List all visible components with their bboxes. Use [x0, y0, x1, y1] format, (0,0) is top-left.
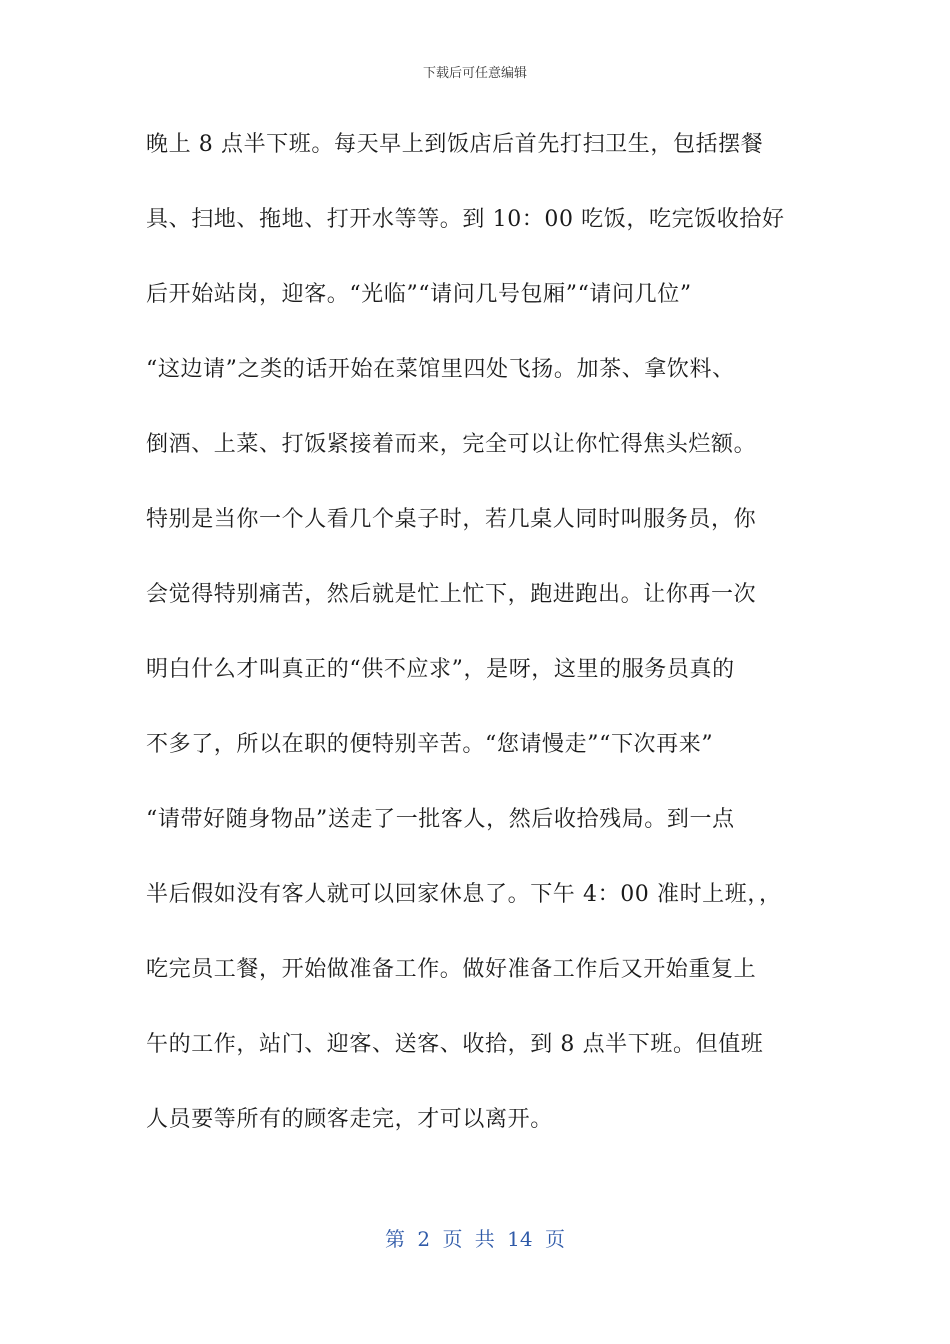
body-line-5: 倒酒、上菜、打饭紧接着而来，完全可以让你忙得焦头烂额。 — [146, 432, 757, 457]
body-line-3: 后开始站岗，迎客。“光临”“请问几号包厢”“请问几位” — [146, 282, 692, 307]
body-line-2: 具、扫地、拖地、打开水等等。到 10：00 吃饭，吃完饭收拾好 — [146, 207, 785, 232]
page-header: 下载后可任意编辑 — [422, 66, 527, 81]
body-line-7: 会觉得特别痛苦，然后就是忙上忙下，跑进跑出。让你再一次 — [146, 582, 757, 607]
body-line-9: 不多了，所以在职的便特别辛苦。“您请慢走”“下次再来” — [146, 732, 714, 757]
page-number-footer: 第 2 页 共 14 页 — [385, 1227, 565, 1251]
body-line-12: 吃完员工餐，开始做准备工作。做好准备工作后又开始重复上 — [146, 957, 757, 982]
body-line-10: “请带好随身物品”送走了一批客人，然后收拾残局。到一点 — [146, 807, 735, 832]
body-line-13: 午的工作，站门、迎客、送客、收拾，到 8 点半下班。但值班 — [146, 1032, 764, 1057]
body-line-8: 明白什么才叫真正的“供不应求”，是呀，这里的服务员真的 — [146, 657, 735, 682]
body-line-14: 人员要等所有的顾客走完，才可以离开。 — [146, 1107, 553, 1132]
document-body — [146, 124, 806, 1174]
body-line-1: 晚上 8 点半下班。每天早上到饭店后首先打扫卫生，包括摆餐 — [146, 132, 764, 157]
body-line-4: “这边请”之类的话开始在菜馆里四处飞扬。加茶、拿饮料、 — [146, 357, 735, 382]
body-line-6: 特别是当你一个人看几个桌子时，若几桌人同时叫服务员，你 — [146, 507, 757, 532]
body-line-11: 半后假如没有客人就可以回家休息了。下午 4：00 准时上班，， — [146, 882, 782, 907]
